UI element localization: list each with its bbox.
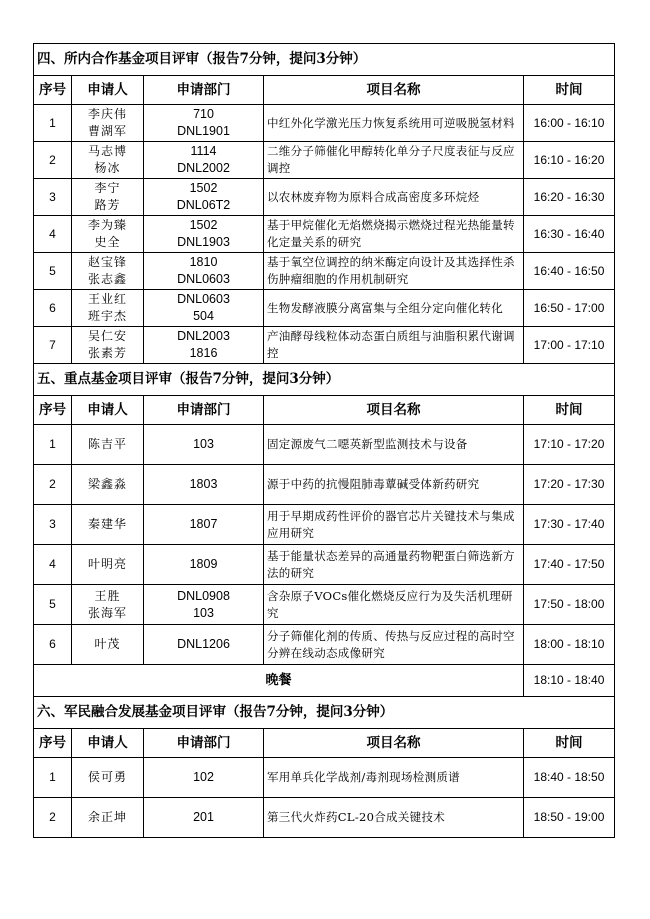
dept-cell [144, 465, 264, 505]
applicant-cell [72, 585, 144, 625]
applicant-cell [72, 465, 144, 505]
table-row [34, 327, 615, 364]
dept-cell-line: 1114 [190, 144, 217, 158]
dept-cell-line: 1810 [189, 255, 218, 269]
applicant-cell [72, 142, 144, 179]
applicant-cell [72, 758, 144, 798]
dept-cell-line: 1816 [189, 346, 218, 360]
header-no: 序号 [34, 76, 72, 105]
applicant-cell-line: 张素芳 [87, 346, 127, 360]
project-name: 含杂原子VOCs催化燃烧反应行为及失活机理研究 [264, 585, 524, 625]
dept-cell-line: DNL0603 [177, 272, 230, 286]
applicant-cell [72, 425, 144, 465]
time-slot: 18:00 - 18:10 [524, 625, 615, 665]
section-title-row [34, 364, 615, 396]
dept-cell-line: DNL1206 [177, 637, 230, 651]
dept-cell [144, 216, 264, 253]
schedule-body [34, 44, 615, 838]
row-number: 4 [34, 545, 72, 585]
project-name: 基于氧空位调控的纳米酶定向设计及其选择性杀伤肿瘤细胞的作用机制研究 [264, 253, 524, 290]
section-title: 五、重点基金项目评审（报告7分钟，提问3分钟） [34, 364, 615, 396]
project-name: 基于甲烷催化无焰燃烧揭示燃烧过程光热能量转化定量关系的研究 [264, 216, 524, 253]
row-number: 2 [34, 142, 72, 179]
row-number: 1 [34, 105, 72, 142]
dept-cell-line: DNL0908 [177, 588, 230, 603]
applicant-cell [72, 327, 144, 364]
applicant-cell [72, 216, 144, 253]
header-applicant: 申请人 [72, 396, 144, 425]
table-row [34, 798, 615, 838]
section-title: 四、所内合作基金项目评审（报告7分钟，提问3分钟） [34, 44, 615, 76]
header-project: 项目名称 [264, 729, 524, 758]
dept-cell [144, 758, 264, 798]
project-name: 用于早期成药性评价的器官芯片关键技术与集成应用研究 [264, 505, 524, 545]
applicant-cell-line: 王胜 [94, 588, 121, 603]
dept-cell-line: 1803 [189, 477, 218, 491]
break-label: 晚餐 [34, 665, 524, 697]
table-row [34, 465, 615, 505]
applicant-cell-line: 赵宝锋 [87, 255, 127, 269]
applicant-cell-line: 杨冰 [94, 161, 121, 175]
section-title: 六、军民融合发展基金项目评审（报告7分钟，提问3分钟） [34, 697, 615, 729]
dept-cell [144, 290, 264, 327]
dept-cell-line: DNL06T2 [176, 198, 231, 212]
dept-cell-line: DNL1901 [177, 124, 230, 138]
applicant-cell-line: 马志博 [87, 144, 127, 158]
row-number: 6 [34, 290, 72, 327]
time-slot: 17:50 - 18:00 [524, 585, 615, 625]
table-row [34, 545, 615, 585]
table-row [34, 505, 615, 545]
table-row [34, 290, 615, 327]
applicant-cell-line: 陈吉平 [87, 437, 127, 451]
project-name: 源于中药的抗慢阻肺毒蕈碱受体新药研究 [264, 465, 524, 505]
header-no: 序号 [34, 396, 72, 425]
header-time: 时间 [524, 76, 615, 105]
time-slot: 17:40 - 17:50 [524, 545, 615, 585]
dept-cell-line: DNL0603 [177, 292, 230, 306]
row-number: 2 [34, 798, 72, 838]
applicant-cell-line: 路芳 [94, 198, 121, 212]
applicant-cell-line: 李为臻 [87, 218, 127, 232]
applicant-cell-line: 梁鑫淼 [87, 477, 127, 491]
applicant-cell-line: 曹湖军 [87, 124, 127, 138]
table-row [34, 253, 615, 290]
row-number: 1 [34, 758, 72, 798]
dept-cell [144, 425, 264, 465]
applicant-cell-line: 吴仁安 [87, 329, 127, 343]
row-number: 5 [34, 253, 72, 290]
time-slot: 16:30 - 16:40 [524, 216, 615, 253]
applicant-cell [72, 253, 144, 290]
header-project: 项目名称 [264, 76, 524, 105]
section-title-row [34, 44, 615, 76]
header-row [34, 396, 615, 425]
time-slot: 17:20 - 17:30 [524, 465, 615, 505]
project-name: 分子筛催化剂的传质、传热与反应过程的高时空分辨在线动态成像研究 [264, 625, 524, 665]
header-dept: 申请部门 [144, 729, 264, 758]
section-title-row [34, 697, 615, 729]
time-slot: 17:10 - 17:20 [524, 425, 615, 465]
project-name: 以农林废弃物为原料合成高密度多环烷烃 [264, 179, 524, 216]
project-name: 固定源废气二噁英新型监测技术与设备 [264, 425, 524, 465]
applicant-cell-line: 余正坤 [87, 810, 127, 824]
table-row [34, 758, 615, 798]
table-row [34, 625, 615, 665]
dept-cell-line: 103 [193, 437, 214, 451]
project-name: 产油酵母线粒体动态蛋白质组与油脂积累代谢调控 [264, 327, 524, 364]
dept-cell [144, 105, 264, 142]
row-number: 7 [34, 327, 72, 364]
dept-cell-line: DNL1903 [177, 235, 230, 249]
applicant-cell [72, 505, 144, 545]
dept-cell [144, 545, 264, 585]
break-row [34, 665, 615, 697]
dept-cell [144, 253, 264, 290]
applicant-cell [72, 625, 144, 665]
header-row [34, 729, 615, 758]
table-row [34, 216, 615, 253]
applicant-cell-line: 李庆伟 [87, 107, 127, 121]
project-name: 中红外化学激光压力恢复系统用可逆吸脱氢材料 [264, 105, 524, 142]
applicant-cell [72, 798, 144, 838]
applicant-cell-line: 侯可勇 [87, 770, 127, 784]
dept-cell [144, 142, 264, 179]
applicant-cell-line: 秦建华 [87, 517, 127, 531]
header-applicant: 申请人 [72, 729, 144, 758]
dept-cell-line: 103 [193, 605, 214, 620]
table-row [34, 179, 615, 216]
dept-cell [144, 798, 264, 838]
time-slot: 16:10 - 16:20 [524, 142, 615, 179]
applicant-cell [72, 179, 144, 216]
dept-cell [144, 327, 264, 364]
applicant-cell-line: 张海军 [87, 605, 127, 620]
applicant-cell [72, 545, 144, 585]
table-row [34, 142, 615, 179]
applicant-cell-line: 叶明亮 [87, 557, 127, 571]
row-number: 6 [34, 625, 72, 665]
applicant-cell-line: 王业红 [87, 292, 127, 306]
break-time: 18:10 - 18:40 [524, 665, 615, 697]
row-number: 4 [34, 216, 72, 253]
dept-cell-line: 504 [193, 309, 214, 323]
applicant-cell-line: 张志鑫 [87, 272, 127, 286]
time-slot: 16:50 - 17:00 [524, 290, 615, 327]
time-slot: 18:40 - 18:50 [524, 758, 615, 798]
applicant-cell-line: 叶茂 [94, 637, 121, 651]
time-slot: 16:40 - 16:50 [524, 253, 615, 290]
project-name: 军用单兵化学战剂/毒剂现场检测质谱 [264, 758, 524, 798]
header-no: 序号 [34, 729, 72, 758]
dept-cell-line: DNL2003 [177, 329, 230, 343]
header-dept: 申请部门 [144, 76, 264, 105]
table-row [34, 105, 615, 142]
project-name: 生物发酵液膜分离富集与全组分定向催化转化 [264, 290, 524, 327]
time-slot: 16:00 - 16:10 [524, 105, 615, 142]
time-slot: 16:20 - 16:30 [524, 179, 615, 216]
dept-cell [144, 625, 264, 665]
dept-cell [144, 179, 264, 216]
header-project: 项目名称 [264, 396, 524, 425]
table-row [34, 585, 615, 625]
header-applicant: 申请人 [72, 76, 144, 105]
applicant-cell [72, 290, 144, 327]
dept-cell [144, 585, 264, 625]
dept-cell-line: 102 [193, 770, 214, 784]
time-slot: 18:50 - 19:00 [524, 798, 615, 838]
time-slot: 17:30 - 17:40 [524, 505, 615, 545]
header-dept: 申请部门 [144, 396, 264, 425]
header-row [34, 76, 615, 105]
row-number: 5 [34, 585, 72, 625]
dept-cell-line: 201 [193, 810, 214, 824]
dept-cell-line: DNL2002 [177, 161, 230, 175]
row-number: 3 [34, 505, 72, 545]
applicant-cell-line: 班宇杰 [87, 309, 127, 323]
review-schedule-table [33, 43, 615, 838]
dept-cell [144, 505, 264, 545]
dept-cell-line: 1807 [189, 517, 218, 531]
project-name: 二维分子筛催化甲醇转化单分子尺度表征与反应调控 [264, 142, 524, 179]
dept-cell-line: 1502 [189, 218, 218, 232]
row-number: 1 [34, 425, 72, 465]
time-slot: 17:00 - 17:10 [524, 327, 615, 364]
project-name: 基于能量状态差异的高通量药物靶蛋白筛选新方法的研究 [264, 545, 524, 585]
applicant-cell-line: 史全 [94, 235, 121, 249]
dept-cell-line: 1809 [189, 557, 218, 571]
applicant-cell [72, 105, 144, 142]
row-number: 3 [34, 179, 72, 216]
header-time: 时间 [524, 396, 615, 425]
row-number: 2 [34, 465, 72, 505]
dept-cell-line: 1502 [189, 181, 218, 195]
dept-cell-line: 710 [193, 107, 214, 121]
applicant-cell-line: 李宁 [94, 181, 121, 195]
header-time: 时间 [524, 729, 615, 758]
project-name: 第三代火炸药CL-20合成关键技术 [264, 798, 524, 838]
table-row [34, 425, 615, 465]
